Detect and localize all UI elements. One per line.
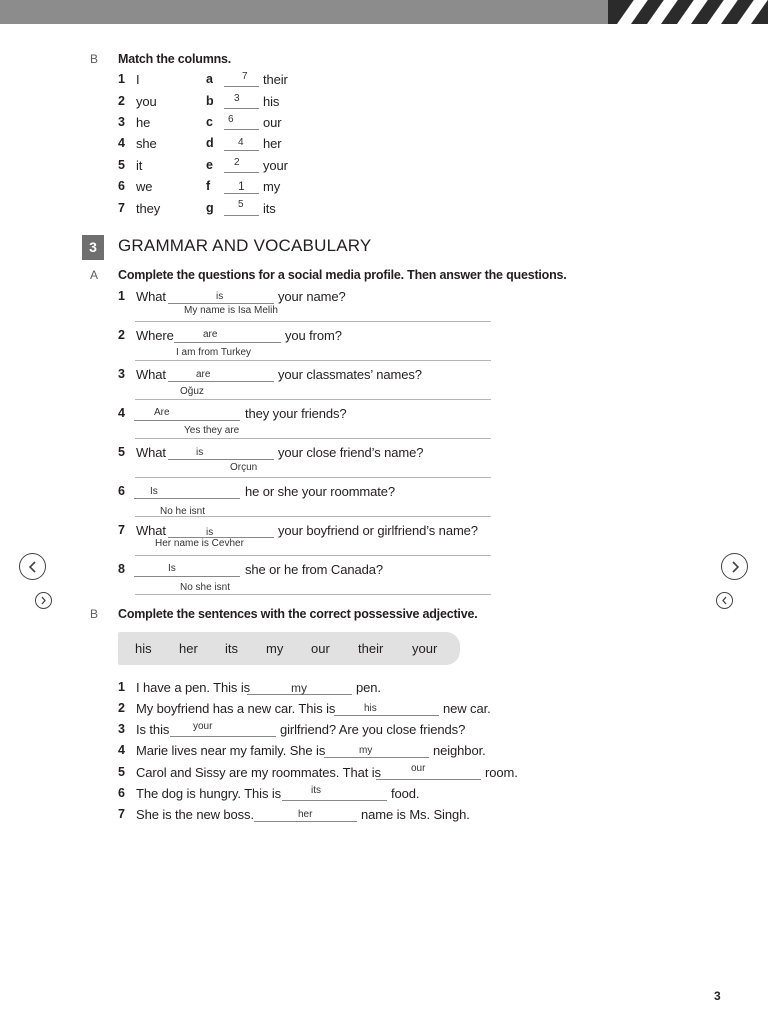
question-end: your name? xyxy=(278,289,346,304)
handwritten-answer: 3 xyxy=(234,93,240,104)
answer-line[interactable] xyxy=(135,438,491,439)
handwritten-fill: Are xyxy=(154,407,170,418)
section-title: Match the columns. xyxy=(118,52,232,66)
question-end: your classmates’ names? xyxy=(278,367,422,382)
item-number: 1 xyxy=(118,72,125,86)
question-start: What xyxy=(136,523,166,538)
section-heading: GRAMMAR AND VOCABULARY xyxy=(118,236,372,255)
handwritten-fill: her xyxy=(298,809,313,820)
item-number: 5 xyxy=(118,445,125,459)
sentence-start: I have a pen. This is xyxy=(136,680,251,695)
handwritten-fill: are xyxy=(203,329,218,340)
item-number: 8 xyxy=(118,562,125,576)
handwritten-answer: I am from Turkey xyxy=(176,347,252,358)
question-blank[interactable] xyxy=(134,562,240,577)
sentence-start: The dog is hungry. This is xyxy=(136,786,282,801)
pronoun: we xyxy=(136,179,153,194)
item-number: 2 xyxy=(118,328,125,342)
answer-line[interactable] xyxy=(135,516,491,517)
word-option: our xyxy=(311,641,330,656)
section-title: Complete the sentences with the correct possessive adjective. xyxy=(118,607,478,621)
handwritten-fill: his xyxy=(364,703,377,714)
question-end: your boyfriend or girlfriend’s name? xyxy=(278,523,478,538)
sentence-start: Marie lives near my family. She is xyxy=(136,743,326,758)
handwritten-fill: your xyxy=(193,721,213,732)
item-number: 1 xyxy=(118,680,125,694)
page-number: 3 xyxy=(714,989,721,1003)
question-end: she or he from Canada? xyxy=(245,562,383,577)
word-option: his xyxy=(135,641,152,656)
answer-line[interactable] xyxy=(135,399,491,400)
question-start: Where xyxy=(136,328,174,343)
answer-line[interactable] xyxy=(135,360,491,361)
item-number: 4 xyxy=(118,743,125,757)
sentence-end: new car. xyxy=(443,701,491,716)
handwritten-answer: 2 xyxy=(234,157,240,168)
option-letter: a xyxy=(206,72,213,86)
previous-page-button[interactable] xyxy=(19,553,46,580)
pronoun: they xyxy=(136,201,161,216)
pronoun: you xyxy=(136,94,157,109)
handwritten-fill: are xyxy=(196,369,211,380)
sentence-start: Is this xyxy=(136,722,170,737)
handwritten-answer: Orçun xyxy=(230,462,258,473)
sentence-end: food. xyxy=(391,786,420,801)
sentence-start: Carol and Sissy are my roommates. That is xyxy=(136,765,381,780)
word-option: its xyxy=(225,641,238,656)
handwritten-fill: is xyxy=(196,447,204,458)
item-number: 7 xyxy=(118,201,125,215)
sentence-end: girlfriend? Are you close friends? xyxy=(280,722,466,737)
next-small-button[interactable] xyxy=(35,592,52,609)
question-end: they your friends? xyxy=(245,406,347,421)
item-number: 3 xyxy=(118,367,125,381)
possessive-word: our xyxy=(263,115,282,130)
handwritten-answer: 1 xyxy=(238,179,245,193)
item-number: 5 xyxy=(118,765,125,779)
item-number: 2 xyxy=(118,94,125,108)
item-number: 3 xyxy=(118,115,125,129)
item-number: 7 xyxy=(118,807,125,821)
question-end: you from? xyxy=(285,328,342,343)
top-banner xyxy=(0,0,768,24)
handwritten-answer: No he isnt xyxy=(160,506,206,517)
possessive-word: its xyxy=(263,201,276,216)
handwritten-fill: my xyxy=(291,681,307,695)
handwritten-answer: No she isnt xyxy=(180,582,231,593)
sentence-blank[interactable] xyxy=(170,722,276,737)
sentence-end: neighbor. xyxy=(433,743,486,758)
option-letter: b xyxy=(206,94,214,108)
question-blank[interactable] xyxy=(174,328,281,343)
sentence-end: pen. xyxy=(356,680,381,695)
word-option: your xyxy=(412,641,438,656)
item-number: 7 xyxy=(118,523,125,537)
item-number: 6 xyxy=(118,179,125,193)
handwritten-answer: Her name is Cevher xyxy=(155,538,244,549)
previous-small-button[interactable] xyxy=(716,592,733,609)
possessive-word: her xyxy=(263,136,282,151)
item-number: 4 xyxy=(118,136,125,150)
chevron-left-icon xyxy=(721,596,728,605)
sentence-start: She is the new boss. xyxy=(136,807,254,822)
word-box xyxy=(118,632,460,665)
handwritten-answer: 5 xyxy=(238,199,244,210)
handwritten-fill: is xyxy=(216,291,224,302)
possessive-word: your xyxy=(263,158,288,173)
pronoun: I xyxy=(136,72,140,87)
answer-blank[interactable] xyxy=(224,94,259,109)
word-option: my xyxy=(266,641,284,656)
handwritten-answer: 7 xyxy=(242,71,248,82)
section-letter: A xyxy=(90,268,99,282)
question-start: What xyxy=(136,445,166,460)
handwritten-fill: Is xyxy=(150,486,158,497)
banner-stripes xyxy=(608,0,768,24)
pronoun: he xyxy=(136,115,151,130)
option-letter: d xyxy=(206,136,214,150)
sentence-start: My boyfriend has a new car. This is xyxy=(136,701,336,716)
option-letter: c xyxy=(206,115,213,129)
next-page-button[interactable] xyxy=(721,553,748,580)
sentence-blank[interactable] xyxy=(376,765,481,780)
option-letter: e xyxy=(206,158,213,172)
chevron-right-icon xyxy=(730,561,740,573)
question-blank[interactable] xyxy=(168,445,274,460)
question-blank[interactable] xyxy=(168,523,274,538)
handwritten-fill: our xyxy=(411,763,426,774)
option-letter: g xyxy=(206,201,214,215)
section-letter: B xyxy=(90,52,99,66)
option-letter: f xyxy=(206,179,211,193)
handwritten-answer: 6 xyxy=(228,114,234,125)
section-number-badge: 3 xyxy=(82,235,104,260)
handwritten-answer: Yes they are xyxy=(184,425,240,436)
sentence-end: room. xyxy=(485,765,518,780)
handwritten-answer: 4 xyxy=(238,137,244,148)
sentence-blank[interactable] xyxy=(282,786,387,801)
possessive-word: their xyxy=(263,72,288,87)
question-blank[interactable] xyxy=(134,406,240,421)
section-letter: B xyxy=(90,607,99,621)
sentence-blank[interactable] xyxy=(324,743,429,758)
section-title: Complete the questions for a social media profile. Then answer the questions. xyxy=(118,268,567,282)
item-number: 5 xyxy=(118,158,125,172)
answer-line[interactable] xyxy=(135,477,491,478)
handwritten-fill: my xyxy=(359,745,373,756)
answer-blank[interactable] xyxy=(224,158,259,173)
handwritten-answer: My name is Isa Melih xyxy=(184,305,278,316)
pronoun: it xyxy=(136,158,143,173)
sentence-blank[interactable] xyxy=(334,701,439,716)
question-start: What xyxy=(136,367,166,382)
answer-line[interactable] xyxy=(135,555,491,556)
handwritten-fill: Is xyxy=(168,563,176,574)
item-number: 4 xyxy=(118,406,125,420)
pronoun: she xyxy=(136,136,157,151)
handwritten-fill: is xyxy=(206,527,214,538)
answer-line[interactable] xyxy=(135,321,491,322)
word-option: her xyxy=(179,641,198,656)
handwritten-fill: its xyxy=(311,785,321,796)
possessive-word: my xyxy=(263,179,281,194)
item-number: 6 xyxy=(118,786,125,800)
item-number: 2 xyxy=(118,701,125,715)
answer-line[interactable] xyxy=(135,594,491,595)
chevron-left-icon xyxy=(28,561,38,573)
item-number: 1 xyxy=(118,289,125,303)
item-number: 3 xyxy=(118,722,125,736)
sentence-end: name is Ms. Singh. xyxy=(361,807,470,822)
question-blank[interactable] xyxy=(168,367,274,382)
word-option: their xyxy=(358,641,384,656)
possessive-word: his xyxy=(263,94,280,109)
question-end: your close friend’s name? xyxy=(278,445,424,460)
item-number: 6 xyxy=(118,484,125,498)
handwritten-answer: Oğuz xyxy=(180,386,204,397)
question-start: What xyxy=(136,289,166,304)
question-end: he or she your roommate? xyxy=(245,484,396,499)
chevron-right-icon xyxy=(40,596,47,605)
